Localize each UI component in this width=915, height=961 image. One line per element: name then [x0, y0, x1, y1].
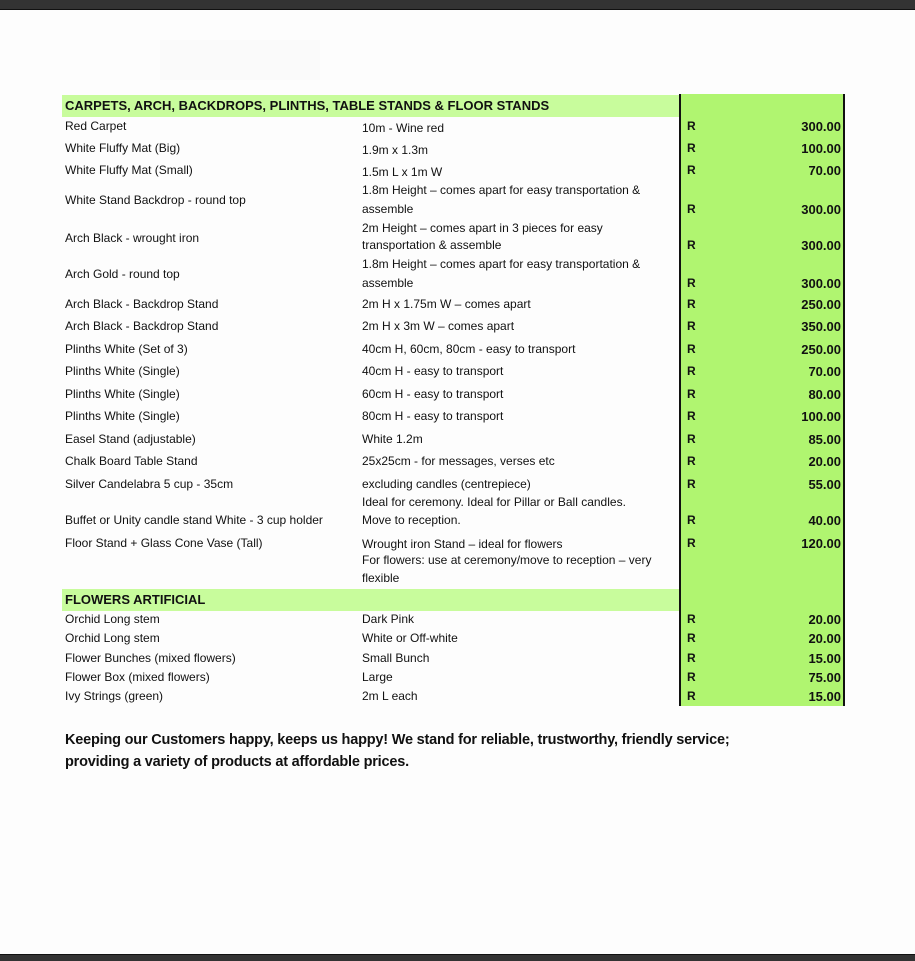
currency-label: R — [687, 409, 696, 423]
currency-label: R — [687, 432, 696, 446]
item-price: 120.00 — [801, 536, 841, 551]
currency-label: R — [687, 297, 696, 311]
item-name: Chalk Board Table Stand — [65, 454, 198, 468]
currency-label: R — [687, 163, 696, 177]
item-name: Arch Black - Backdrop Stand — [65, 297, 219, 311]
item-price: 55.00 — [808, 477, 841, 492]
item-desc: 40cm H - easy to transport — [362, 364, 504, 378]
item-desc: White or Off-white — [362, 631, 458, 645]
item-name: Ivy Strings (green) — [65, 689, 164, 703]
item-price: 70.00 — [808, 163, 841, 178]
currency-label: R — [687, 651, 696, 665]
window-top-bar — [0, 0, 915, 10]
item-desc: Dark Pink — [362, 612, 415, 626]
item-price: 300.00 — [801, 202, 841, 217]
currency-label: R — [687, 670, 696, 684]
item-name: White Fluffy Mat (Big) — [65, 141, 181, 155]
item-price: 20.00 — [808, 612, 841, 627]
item-price: 20.00 — [808, 454, 841, 469]
item-price: 75.00 — [808, 670, 841, 685]
currency-label: R — [687, 513, 696, 527]
item-name: White Fluffy Mat (Small) — [65, 163, 193, 177]
item-name: Plinths White (Single) — [65, 387, 180, 401]
currency-label: R — [687, 612, 696, 626]
item-price: 70.00 — [808, 364, 841, 379]
currency-label: R — [687, 319, 696, 333]
currency-label: R — [687, 477, 696, 491]
item-desc-line: Move to reception. — [362, 513, 461, 527]
currency-label: R — [687, 387, 696, 401]
item-desc: Large — [362, 670, 393, 684]
currency-label: R — [687, 454, 696, 468]
item-desc: 1.9m x 1.3m — [362, 143, 429, 157]
item-price: 40.00 — [808, 513, 841, 528]
currency-label: R — [687, 141, 696, 155]
currency-label: R — [687, 276, 696, 290]
currency-label: R — [687, 536, 696, 550]
section-header-flowers: FLOWERS ARTIFICIAL — [62, 589, 679, 611]
currency-label: R — [687, 238, 696, 252]
item-price: 15.00 — [808, 651, 841, 666]
item-name: Plinths White (Set of 3) — [65, 342, 188, 356]
item-price: 20.00 — [808, 631, 841, 646]
item-price: 300.00 — [801, 119, 841, 134]
item-price: 300.00 — [801, 276, 841, 291]
item-desc-line: For flowers: use at ceremony/move to reception – very — [362, 553, 652, 567]
item-name: Buffet or Unity candle stand White - 3 cup holder — [65, 513, 323, 527]
currency-label: R — [687, 342, 696, 356]
item-desc: 60cm H - easy to transport — [362, 387, 504, 401]
section-header-carpets: CARPETS, ARCH, BACKDROPS, PLINTHS, TABLE STANDS & FLOOR STANDS — [62, 95, 679, 117]
item-price: 250.00 — [801, 342, 841, 357]
item-desc-line: assemble — [362, 202, 414, 216]
item-price: 100.00 — [801, 409, 841, 424]
item-desc: 25x25cm - for messages, verses etc — [362, 454, 555, 468]
item-desc-line: flexible — [362, 571, 400, 585]
currency-label: R — [687, 689, 696, 703]
item-name: White Stand Backdrop - round top — [65, 193, 246, 207]
currency-label: R — [687, 364, 696, 378]
item-desc: excluding candles (centrepiece) — [362, 477, 531, 491]
item-desc-line: 1.8m Height – comes apart for easy transportation & — [362, 183, 641, 197]
item-desc: 10m - Wine red — [362, 121, 445, 135]
currency-label: R — [687, 631, 696, 645]
item-desc: 1.5m L x 1m W — [362, 165, 443, 179]
item-desc-line: 2m Height – comes apart in 3 pieces for easy — [362, 221, 603, 235]
tagline-line-2: providing a variety of products at affordable prices. — [65, 754, 409, 770]
item-desc: 2m H x 1.75m W – comes apart — [362, 297, 531, 311]
item-price: 100.00 — [801, 141, 841, 156]
item-desc: 2m H x 3m W – comes apart — [362, 319, 515, 333]
item-desc: 80cm H - easy to transport — [362, 409, 504, 423]
item-name: Plinths White (Single) — [65, 364, 180, 378]
item-price: 85.00 — [808, 432, 841, 447]
item-price: 15.00 — [808, 689, 841, 704]
tagline — [65, 729, 825, 773]
item-price: 250.00 — [801, 297, 841, 312]
item-desc-line: assemble — [362, 276, 414, 290]
item-name: Silver Candelabra 5 cup - 35cm — [65, 477, 234, 491]
currency-label: R — [687, 202, 696, 216]
item-desc-line: transportation & assemble — [362, 238, 502, 252]
item-price: 300.00 — [801, 238, 841, 253]
item-name: Floor Stand + Glass Cone Vase (Tall) — [65, 536, 263, 550]
item-desc-line: Wrought iron Stand – ideal for flowers — [362, 537, 563, 551]
item-name: Plinths White (Single) — [65, 409, 180, 423]
item-desc: 2m L each — [362, 689, 418, 703]
item-price: 350.00 — [801, 319, 841, 334]
faded-logo-area — [160, 40, 320, 80]
item-desc: White 1.2m — [362, 432, 423, 446]
item-name: Orchid Long stem — [65, 612, 160, 626]
item-desc: Small Bunch — [362, 651, 430, 665]
currency-label: R — [687, 119, 696, 133]
item-name: Arch Black - wrought iron — [65, 231, 200, 245]
item-name: Red Carpet — [65, 119, 127, 133]
item-name: Arch Black - Backdrop Stand — [65, 319, 219, 333]
tagline-line-1: Keeping our Customers happy, keeps us happy! We stand for reliable, trustworthy, friendly service; — [65, 732, 730, 748]
item-name: Flower Box (mixed flowers) — [65, 670, 210, 684]
item-name: Easel Stand (adjustable) — [65, 432, 196, 446]
item-name: Arch Gold - round top — [65, 267, 180, 281]
item-price: 80.00 — [808, 387, 841, 402]
item-name: Flower Bunches (mixed flowers) — [65, 651, 236, 665]
item-name: Orchid Long stem — [65, 631, 160, 645]
item-desc-line: Ideal for ceremony. Ideal for Pillar or Ball candles. — [362, 495, 626, 509]
item-desc: 40cm H, 60cm, 80cm - easy to transport — [362, 342, 576, 356]
item-desc-line: 1.8m Height – comes apart for easy transportation & — [362, 257, 641, 271]
